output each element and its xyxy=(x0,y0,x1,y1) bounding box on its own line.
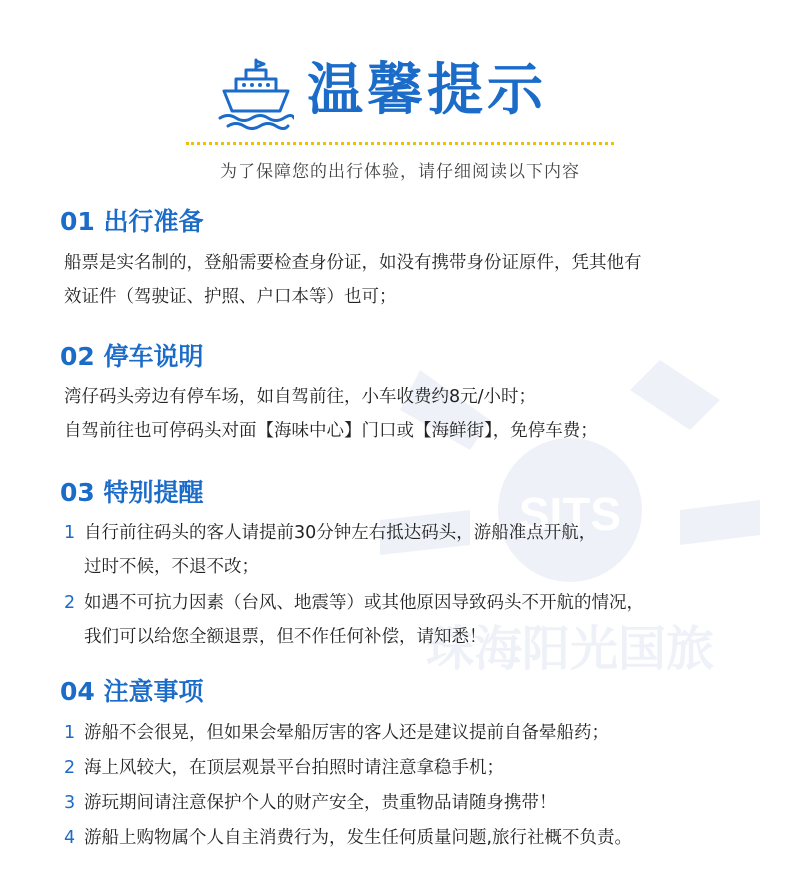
item-number: 2 xyxy=(64,758,76,778)
prepare-line-1: 船票是实名制的，登船需要检查身份证，如没有携带身份证原件，凭其他有 xyxy=(64,253,642,273)
list-item xyxy=(64,751,504,785)
ship-icon xyxy=(218,56,294,130)
list-item xyxy=(64,821,632,855)
list-item xyxy=(64,586,644,620)
watermark-brand: 珠海阳光国旅 xyxy=(425,621,715,677)
item-text: 自行前往码头的客人请提前30分钟左右抵达码头，游船准点开航， xyxy=(84,523,597,543)
parking-line-1: 湾仔码头旁边有停车场，如自驾前往，小车收费约8元/小时； xyxy=(64,387,537,407)
item-text: 游船不会很晃，但如果会晕船厉害的客人还是建议提前自备晕船药； xyxy=(84,723,609,743)
section-title-reminder: 03 特别提醒 xyxy=(60,478,204,507)
list-item xyxy=(64,716,609,750)
list-item xyxy=(64,516,596,550)
watermark-logo-text: SITS xyxy=(518,488,622,540)
item-continuation: 我们可以给您全额退票，但不作任何补偿，请知悉！ xyxy=(84,627,487,647)
item-continuation: 过时不候，不退不改； xyxy=(84,557,259,577)
item-text: 海上风较大，在顶层观景平台拍照时请注意拿稳手机； xyxy=(84,758,504,778)
parking-line-2: 自驾前往也可停码头对面【海味中心】门口或【海鲜街】，免停车费； xyxy=(64,421,598,441)
section-title-parking: 02 停车说明 xyxy=(60,342,204,371)
item-text: 游船上购物属个人自主消费行为，发生任何质量问题,旅行社概不负责。 xyxy=(84,828,633,848)
item-number: 1 xyxy=(64,523,76,543)
title-divider xyxy=(186,142,614,145)
prepare-line-2: 效证件（驾驶证、护照、户口本等）也可； xyxy=(64,287,397,307)
list-item xyxy=(64,786,557,820)
section-title-notes: 04 注意事项 xyxy=(60,677,204,706)
item-text: 如遇不可抗力因素（台风、地震等）或其他原因导致码头不开航的情况， xyxy=(84,593,644,613)
item-number: 2 xyxy=(64,593,76,613)
page-subtitle: 为了保障您的出行体验，请仔细阅读以下内容 xyxy=(220,162,580,182)
section-title-prepare: 01 出行准备 xyxy=(60,207,204,236)
item-number: 1 xyxy=(64,723,76,743)
item-number: 4 xyxy=(64,828,76,848)
page-title: 温馨提示 xyxy=(307,58,547,123)
item-text: 游玩期间请注意保护个人的财产安全，贵重物品请随身携带！ xyxy=(84,793,557,813)
header xyxy=(0,52,800,142)
item-number: 3 xyxy=(64,793,76,813)
